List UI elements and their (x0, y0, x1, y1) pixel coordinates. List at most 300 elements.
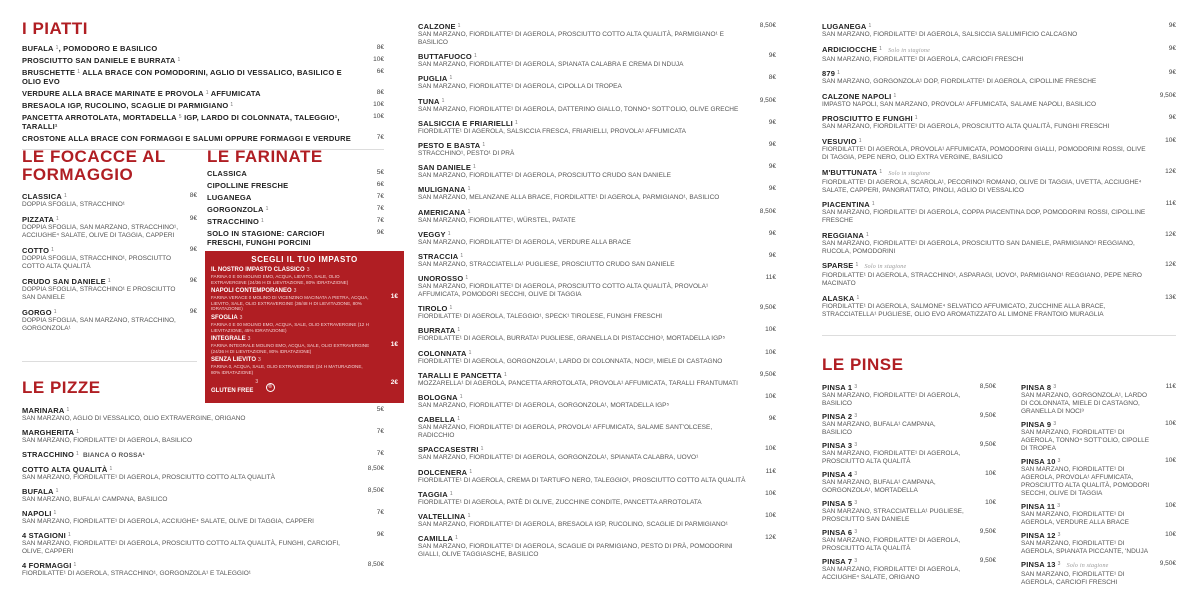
pizza-item (822, 92, 1176, 109)
item-name: ALASKA (822, 293, 855, 303)
item-name-line (822, 200, 1176, 209)
item-name: UNOROSSO (418, 274, 464, 284)
item-name: CLASSICA (207, 169, 247, 178)
allergen-mark: 1 (866, 231, 870, 238)
item-name-line (822, 294, 1176, 303)
item-name: STRACCIA (418, 251, 459, 261)
farinata-item (207, 205, 384, 214)
item-description: SAN MARZANO, FIORDILATTE¹ DI AGEROLA, PROSCIUTTO COTTO ALTA QUALITÀ, FUNGHI, CARCIOFI, OLIVE, CAPPERI (22, 540, 340, 555)
allergen-mark: 3 (854, 558, 858, 564)
pizza-item (418, 512, 776, 529)
item-description: SAN MARZANO, FIORDILATTE¹ DI AGEROLA, PROVOLA¹ AFFUMICATA, SALAME SANT'OLCESE, RADICCHIO (418, 424, 713, 440)
allergen-mark: 1 (230, 102, 234, 108)
dough-description: FARINA VERACE 0 MOLINO DI VICENZINO MACINATA A PIETRA, ACQUA, LIEVITO, SALE, OLIO EXTRAVERGINE (36/48 H DI LIEVITAZIONE, 80% IDRATAZIONE) (211, 295, 369, 312)
item-name: BUTTAFUOCO (418, 52, 472, 62)
item-name-line (822, 231, 1176, 240)
item-description: SAN MARZANO, BUFALA¹ CAMPANA, GORGONZOLA¹, MORTADELLA (822, 479, 936, 494)
pinsa-item (822, 528, 996, 553)
item-name: PINSA 13 (1021, 560, 1056, 569)
dough-price: 1€ (390, 293, 398, 301)
item-name-line (207, 169, 384, 178)
allergen-mark: 3 (239, 314, 243, 321)
gluten-free-label: GLUTEN FREE (211, 387, 254, 394)
allergen-mark: 1 (205, 90, 209, 96)
item-name-line (22, 56, 384, 65)
allergen-mark: 1 (457, 23, 461, 29)
item-price: 11€ (765, 274, 776, 282)
item-name: BRUSCHETTE (22, 68, 76, 77)
item-name-line (22, 509, 384, 518)
dough-option (211, 315, 398, 333)
item-price: 7€ (376, 134, 384, 141)
item-name: 4 FORMAGGI (22, 561, 72, 570)
allergen-mark: 3 (247, 336, 251, 343)
allergen-mark: 1 (457, 416, 461, 423)
allergen-mark: 3 (1057, 503, 1061, 509)
item-description: SAN MARZANO, FIORDILATTE¹ DI AGEROLA, CARCIOFI FRESCHI (1021, 571, 1125, 586)
farinate-section (207, 148, 384, 250)
dough-name-line (211, 315, 398, 322)
item-name-line (822, 499, 996, 508)
allergen-mark: 1 (55, 45, 59, 51)
pizza-item (418, 119, 776, 136)
item-name-line (418, 97, 776, 106)
pizza-item (22, 531, 384, 556)
item-name-rest: IGP, LARDO DI COLONNATA, TALEGGIO¹, TARALLI¹ (22, 113, 340, 131)
pinsa-item (822, 412, 996, 437)
pizza-item (418, 274, 776, 299)
item-description: SAN MARZANO, FIORDILATTE¹ DI AGEROLA, VERDURE ALLA BRACE (1021, 511, 1130, 526)
item-description: SAN MARZANO, FIORDILATTE¹ DI AGEROLA, COPPA PIACENTINA DOP, POMODORINI ROSSI, CIPOLLINE FRESCHE (822, 209, 1146, 225)
item-price: 11€ (765, 467, 776, 475)
item-name-line (418, 185, 776, 194)
item-price: 10€ (1165, 420, 1176, 427)
dough-name: NAPOLI CONTEMPORANEO (211, 288, 292, 295)
item-price: 10€ (373, 113, 384, 120)
item-price: 7€ (376, 428, 384, 435)
item-description: DOPPIA SFOGLIA, STRACCHINO¹ E PROSCIUTTO SAN DANIELE (22, 286, 176, 301)
item-price: 5€ (376, 169, 384, 176)
allergen-mark: 3 (854, 384, 858, 390)
item-name: AMERICANA (418, 207, 466, 217)
pizza-item (822, 200, 1176, 225)
item-name: PINSA 8 (1021, 383, 1052, 392)
focaccia-item (22, 246, 197, 271)
item-name-line (22, 101, 384, 110)
dough-name: IL NOSTRO IMPASTO CLASSICO (211, 267, 305, 273)
allergen-mark: 1 (441, 97, 445, 104)
item-price: 13€ (1165, 293, 1176, 301)
allergen-mark: 1 (871, 201, 875, 208)
item-price: 7€ (376, 217, 384, 224)
allergen-mark: 3 (1057, 458, 1061, 464)
focaccia-item (22, 192, 197, 209)
pinsa-item (822, 383, 996, 408)
pizze-title: LE PIZZE (22, 378, 101, 397)
item-name-line (1021, 383, 1176, 392)
pizza-item (22, 450, 384, 460)
pizza-item (822, 137, 1176, 162)
item-price: 9€ (768, 140, 776, 148)
allergen-mark: 1 (66, 407, 70, 413)
item-name: CROSTONE ALLA BRACE CON FORMAGGI E SALUMI OPPURE FORMAGGI E VERDURE (22, 134, 351, 143)
item-name: STRACCHINO (22, 450, 74, 459)
pinse-list-right (1021, 383, 1176, 591)
allergen-mark: 1 (469, 468, 473, 475)
item-name: PROSCIUTTO SAN DANIELE E BURRATA (22, 56, 176, 65)
pizza-item (418, 141, 776, 158)
pizza-item (22, 428, 384, 445)
focacce-section (22, 148, 197, 339)
item-name-line (418, 512, 776, 521)
item-description: IMPASTO NAPOLI, SAN MARZANO, PROVOLA¹ AFFUMICATA, SALAME NAPOLI, BASILICO (822, 100, 1097, 108)
item-name: SALSICCIA E FRIARIELLI (418, 118, 513, 128)
pizze-list (22, 406, 384, 578)
impasto-title: SCEGLI IL TUO IMPASTO (251, 255, 358, 264)
farinate-title: LE FARINATE (207, 147, 323, 166)
dough-description: FARINA 0 E 00 MOLINO EMO, ACQUA, SALE, OLIO EXTRAVERGINE (12 H LIEVITAZIONE, 45% IDRATAZIONE) (211, 321, 369, 333)
item-description: FIORDILATTE¹ DI AGEROLA, SALMONE⁴ SELVATICO AFFUMICATO, ZUCCHINE ALLA BRACE, STRACCIATELLA¹ PUGLIESE, OLIO EVO AROMATIZZATO AL LIMONE FRANTOIO MURAGLIA (822, 302, 1106, 318)
item-name-line (822, 168, 1176, 179)
farinata-item (207, 193, 384, 202)
item-name: CABELLA (418, 415, 456, 425)
item-name-line (822, 92, 1176, 101)
allergen-mark: 1 (459, 394, 463, 400)
item-name: MULIGNANA (418, 185, 466, 195)
item-name-line (22, 246, 197, 255)
allergen-mark: 1 (455, 535, 459, 542)
item-name-line (418, 274, 776, 283)
dough-option (211, 336, 398, 354)
pinsa-item (822, 557, 996, 582)
item-name: BOLOGNA (418, 393, 458, 402)
item-name: GORGONZOLA (207, 205, 264, 214)
pizza-item (822, 69, 1176, 86)
dough-name-line (211, 336, 398, 343)
item-name: PINSA 11 (1021, 502, 1056, 511)
item-name-line (418, 22, 776, 31)
gluten-free-icon: ® (266, 383, 275, 392)
item-name: PINSA 6 (822, 528, 853, 537)
item-name: TIROLO (418, 304, 448, 314)
allergen-mark: 1 (77, 69, 81, 75)
item-name-line (22, 531, 384, 540)
item-name-line (822, 45, 1176, 56)
item-description: SAN MARZANO, FIORDILATTE¹ DI AGEROLA, ACCIUGHE⁴ SALATE, ORIGANO (822, 566, 961, 581)
item-price: 10€ (373, 101, 384, 108)
item-price: 10€ (1165, 502, 1176, 509)
item-name: PESTO E BASTA (418, 140, 481, 150)
item-description: SAN MARZANO, FIORDILATTE¹ DI AGEROLA, SALSICCIA SALUMIFICIO CALCAGNO (822, 31, 1078, 38)
item-price: 5€ (376, 406, 384, 413)
item-description: SAN MARZANO, FIORDILATTE¹, WÜRSTEL, PATATE (418, 216, 576, 224)
item-price: 9,50€ (979, 412, 996, 419)
dish-item (22, 56, 384, 65)
item-description: DOPPIA SFOGLIA, STRACCHINO¹, PROSCIUTTO COTTO ALTA QUALITÀ (22, 255, 172, 270)
item-price: 9€ (768, 229, 776, 237)
pizza-item (822, 114, 1176, 131)
item-description: SAN MARZANO, FIORDILATTE¹ DI AGEROLA, CARCIOFI FRESCHI (822, 55, 1024, 63)
item-description: SAN MARZANO, FIORDILATTE¹ DI AGEROLA, TONNO⁴ SOTT'OLIO, CIPOLLE DI TROPEA (1021, 429, 1150, 452)
item-description: SAN MARZANO, MELANZANE ALLA BRACE, FIORDILATTE¹ DI AGEROLA, PARMIGIANO¹, BASILICO (418, 194, 720, 202)
item-name: CALZONE (418, 22, 456, 31)
item-name-line (207, 217, 384, 226)
item-name: VALTELLINA (418, 511, 466, 521)
item-name-rest: , POMODORO E BASILICO (58, 44, 158, 53)
focaccia-item (22, 215, 197, 240)
item-price: 9,50€ (979, 441, 996, 448)
item-name: MARINARA (22, 406, 65, 415)
allergen-mark: 1 (449, 490, 453, 497)
item-price: 7€ (376, 509, 384, 516)
item-price: 11€ (1165, 383, 1176, 390)
item-name-line (22, 89, 384, 98)
pinse-list-left (822, 383, 996, 586)
item-name: PINSA 12 (1021, 531, 1056, 540)
item-name-line (418, 371, 776, 380)
item-name: LUGANEGA (822, 22, 867, 31)
item-description: FIORDILATTE¹ DI AGEROLA, GORGONZOLA¹, LARDO DI COLONNATA, NOCI³, MIELE DI CASTAGNO (418, 357, 723, 365)
allergen-mark: 3 (854, 413, 858, 419)
item-name: COLONNATA (418, 348, 467, 358)
allergen-mark: 3 (854, 500, 858, 506)
pizza-item (418, 185, 776, 202)
item-name: PINSA 2 (822, 412, 853, 421)
item-name: VEGGY (418, 229, 446, 239)
allergen-mark: 1 (177, 57, 181, 63)
item-name-rest: ALLA BRACE CON POMODORINI, AGLIO DI VESSALICO, BASILICO E OLIO EVO (22, 68, 342, 86)
dough-name-line (211, 267, 398, 274)
item-name-line (418, 468, 776, 477)
dough-name-line (211, 357, 398, 364)
dough-name-line (211, 288, 398, 295)
item-name-line (418, 326, 776, 335)
item-name-line (822, 383, 996, 392)
item-name-line (822, 137, 1176, 146)
item-price: 9€ (189, 277, 197, 284)
allergen-mark: 3 (293, 288, 297, 295)
item-name-line (22, 561, 384, 570)
piatti-list (22, 44, 384, 143)
item-name: COTTO ALTA QUALITÀ (22, 465, 108, 474)
item-price: 9€ (189, 246, 197, 253)
item-name-line (22, 465, 384, 474)
focaccia-item (22, 308, 197, 333)
item-price: 10€ (985, 470, 996, 477)
item-name-line (822, 261, 1176, 272)
item-name-line (22, 308, 197, 317)
item-description: SAN MARZANO, FIORDILATTE¹ DI AGEROLA, VERDURE ALLA BRACE (418, 238, 631, 246)
pizza-item (418, 349, 776, 366)
item-name-line (1021, 420, 1176, 429)
focacce-title-line2: FORMAGGIO (22, 165, 134, 184)
item-price: 11€ (1165, 200, 1176, 208)
item-description: SAN MARZANO, FIORDILATTE¹ DI AGEROLA, BASILICO (22, 437, 192, 444)
item-name: PINSA 9 (1021, 420, 1052, 429)
dough-name: SFOGLIA (211, 314, 238, 321)
item-price: 9€ (189, 308, 197, 315)
item-description: SAN MARZANO, FIORDILATTE¹ DI AGEROLA, SCAGLIE DI PARMIGIANO, PESTO DI PRÀ, POMODORINI GIALLI, OLIVE TAGGIASCHE, BASILICO (418, 543, 733, 559)
item-price: 9,50€ (1159, 560, 1176, 567)
pizza-item (418, 445, 776, 462)
allergen-mark: 3 (1057, 561, 1061, 567)
column-3 (822, 22, 1176, 586)
item-description: SAN MARZANO, BUFALA¹ CAMPANA, BASILICO (22, 496, 168, 503)
item-name-line (1021, 531, 1176, 540)
item-name-line (418, 163, 776, 172)
item-name: LUGANEGA (207, 193, 252, 202)
dough-description: FARINA 0 E 00 MOLINO EMO, ACQUA, LIEVITO, SALE, OLIO EXTRAVERGINE (24/36 H DI LIEVITAZIONE, 80% IDRATAZIONE) (211, 274, 349, 285)
item-price: 9€ (768, 163, 776, 171)
pizza-item (822, 168, 1176, 195)
item-name-line (22, 450, 384, 460)
item-description: FIORDILATTE¹ DI AGEROLA, CREMA DI TARTUFO NERO, TALEGGIO¹, PROSCIUTTO COTTO ALTA QUALITÀ (418, 476, 746, 484)
dough-option (211, 357, 398, 375)
allergen-mark: 1 (893, 92, 897, 99)
pinsa-item (822, 470, 996, 495)
item-description: SAN MARZANO, FIORDILATTE¹ DI AGEROLA, DATTERINO GIALLO, TONNO⁴ SOTT'OLIO, OLIVE GRECHE (418, 105, 739, 113)
gluten-free-price: 2€ (390, 378, 398, 386)
allergen-mark: 1 (73, 562, 77, 568)
pizza-item (418, 468, 776, 485)
item-name-line (22, 487, 384, 496)
item-description: SAN MARZANO, FIORDILATTE¹ DI AGEROLA, PROSCIUTTO SAN DANIELE, PARMIGIANO¹ REGGIANO, RUCOLA, POMODORINI (822, 239, 1135, 255)
item-name-line (1021, 457, 1176, 466)
allergen-mark: 3 (854, 529, 858, 535)
allergen-mark: 1 (265, 206, 269, 212)
item-name: CRUDO SAN DANIELE (22, 277, 106, 286)
item-name: SAN DANIELE (418, 163, 472, 173)
item-price: 8€ (768, 74, 776, 82)
item-description: DOPPIA SFOGLIA, SAN MARZANO, STRACCHINO¹, ACCIUGHE⁴ SALATE, OLIVE DI TAGGIA, CAPPERI (22, 224, 179, 239)
item-description: FIORDILATTE¹ DI AGEROLA, PROVOLA¹ AFFUMICATA, POMODORINI GIALLI, POMODORINI ROSSI, OLIVE DI TAGGIA, PEPE NERO, OLIO EXTRA VERGINE, BASILICO (822, 145, 1146, 161)
item-description: SAN MARZANO, STRACCIATELLA¹ PUGLIESE, PROSCIUTTO CRUDO SAN DANIELE (418, 260, 675, 268)
item-name-line (207, 205, 384, 214)
item-name-line (822, 528, 996, 537)
seasonal-note: Solo in stagione (864, 264, 907, 271)
focaccia-item (22, 277, 197, 302)
item-price: 9€ (768, 118, 776, 126)
item-name: REGGIANA (822, 230, 865, 240)
item-price: 10€ (765, 511, 776, 519)
item-price: 6€ (376, 181, 384, 188)
item-name: PINSA 10 (1021, 457, 1056, 466)
allergen-mark: 1 (55, 488, 59, 494)
item-name: DOLCENERA (418, 467, 468, 477)
item-description: FIORDILATTE¹ DI AGEROLA, STRACCHINO¹, GORGONZOLA¹ E TALEGGIO¹ (22, 570, 251, 577)
pinsa-item (1021, 457, 1176, 498)
allergen-mark: 1 (879, 45, 883, 52)
pizza-item (418, 415, 776, 440)
item-name: SPACCASESTRI (418, 445, 479, 455)
item-name-line (22, 406, 384, 415)
divider (22, 361, 197, 362)
allergen-mark: 1 (109, 466, 113, 472)
item-name-line (22, 44, 384, 53)
item-name-line (22, 134, 384, 143)
item-name-line (22, 215, 197, 224)
allergen-mark: 1 (460, 252, 464, 259)
item-name: NAPOLI (22, 509, 52, 518)
pizze-list-2 (418, 22, 776, 559)
item-description: FIORDILATTE¹ DI AGEROLA, SALSICCIA FRESCA, FRIARIELLI, PROVOLA¹ AFFUMICATA (418, 127, 686, 135)
farinata-item (207, 169, 384, 178)
item-price: 9€ (768, 251, 776, 259)
item-name: M'BUTTUNATA (822, 167, 878, 177)
pizza-item (418, 252, 776, 269)
allergen-mark: 1 (467, 512, 471, 519)
pizze-section (22, 379, 384, 583)
item-description: DOPPIA SFOGLIA, SAN MARZANO, STRACCHINO, GORGONZOLA¹ (22, 317, 176, 332)
item-name-line (207, 181, 384, 190)
allergen-mark: 1 (67, 532, 71, 538)
item-price: 7€ (376, 193, 384, 200)
item-name: PROSCIUTTO E FUNGHI (822, 114, 913, 124)
item-name: STRACCHINO (207, 217, 259, 226)
item-price: 9,50€ (759, 304, 776, 312)
item-name: BUFALA (22, 487, 54, 496)
item-description: FIORDILATTE¹ DI AGEROLA, BURRATA¹ PUGLIESE, GRANELLA DI PISTACCHIO³, MORTADELLA IGP⁵ (418, 335, 726, 343)
item-price: 9,50€ (759, 370, 776, 378)
dough-name: SENZA LIEVITO (211, 357, 257, 364)
item-name: 879 (822, 69, 836, 79)
item-price: 6€ (376, 68, 384, 75)
item-name-line (822, 441, 996, 450)
item-price: 12€ (765, 534, 776, 542)
item-name-line (418, 52, 776, 61)
pinsa-item (1021, 502, 1176, 527)
item-price: 9€ (1168, 44, 1176, 52)
item-price: 10€ (765, 489, 776, 497)
seasonal-note: Solo in stagione (888, 170, 931, 177)
item-price: 12€ (1165, 167, 1176, 175)
pinsa-item (822, 499, 996, 524)
item-name-line (822, 22, 1176, 31)
dough-price: 1€ (390, 341, 398, 349)
allergen-mark: 1 (480, 446, 484, 453)
item-price: 10€ (765, 393, 776, 400)
item-description: SAN MARZANO, FIORDILATTE¹ DI AGEROLA, ACCIUGHE⁴ SALATE, OLIVE DI TAGGIA, CAPPERI (22, 518, 314, 525)
item-description: SAN MARZANO, BUFALA¹ CAMPANA, BASILICO (822, 421, 936, 436)
item-price: 10€ (765, 348, 776, 356)
dish-item (22, 44, 384, 53)
item-price: 8,50€ (367, 465, 384, 472)
allergen-mark: 1 (51, 247, 55, 253)
item-description: DOPPIA SFOGLIA, STRACCHINO¹ (22, 201, 125, 208)
item-name: COTTO (22, 246, 50, 255)
allergen-mark: 1 (449, 305, 453, 312)
item-name-line (22, 277, 197, 286)
allergen-mark: 1 (449, 75, 453, 82)
item-name-line (822, 412, 996, 421)
pizza-item (822, 294, 1176, 319)
pizza-item (418, 163, 776, 180)
farinate-list (207, 169, 384, 247)
item-name: PIZZATA (22, 215, 54, 224)
item-name: VERDURE ALLA BRACE MARINATE E PROVOLA (22, 89, 204, 98)
column-2 (418, 22, 776, 564)
allergen-mark: 1 (473, 53, 477, 60)
allergen-mark: 1 (53, 309, 57, 315)
pizza-item (22, 561, 384, 578)
pinsa-item (1021, 420, 1176, 453)
item-price: 10€ (765, 326, 776, 334)
dish-item (22, 89, 384, 98)
pizza-item (418, 97, 776, 114)
allergen-mark: 1 (858, 137, 862, 144)
allergen-mark: 1 (53, 510, 57, 516)
item-description: SAN MARZANO, FIORDILATTE¹ DI AGEROLA, PROSCIUTTO ALTA QUALITÀ, FUNGHI FRESCHI (822, 123, 1110, 131)
